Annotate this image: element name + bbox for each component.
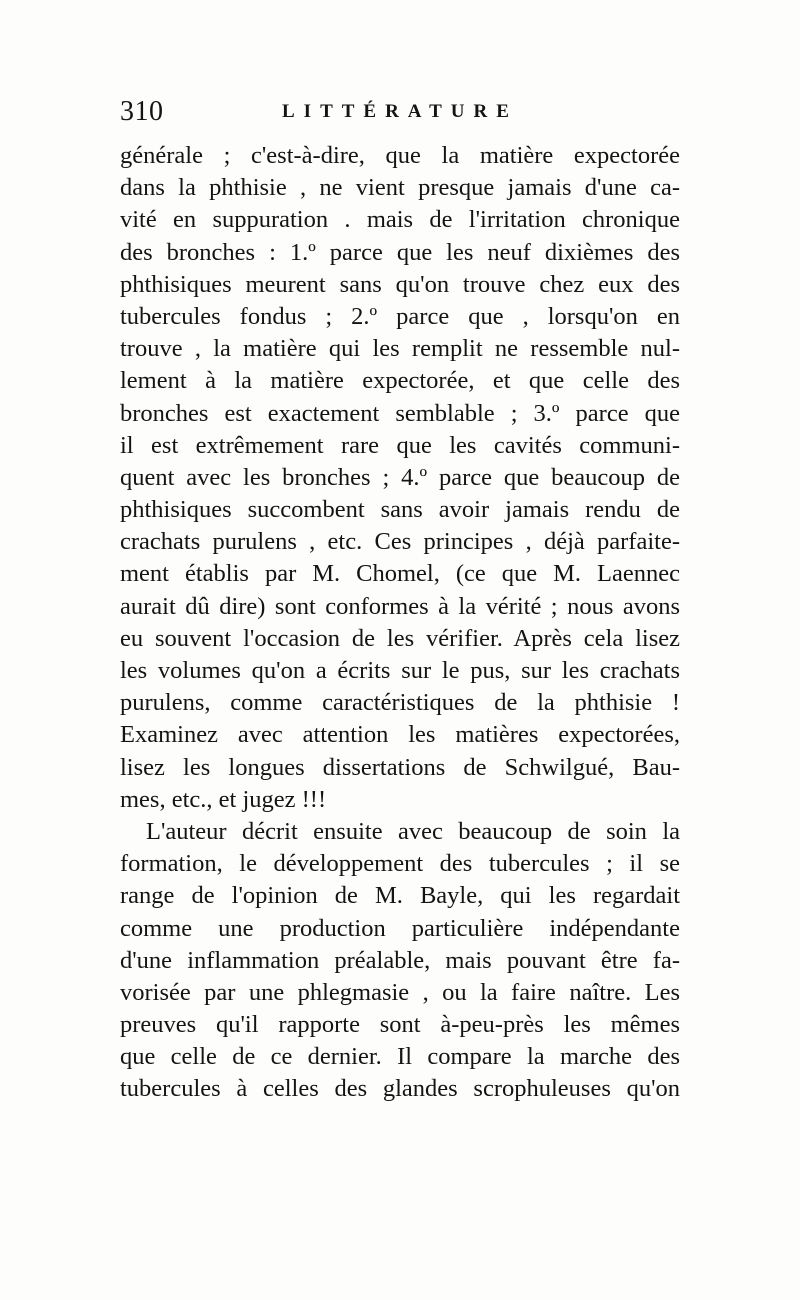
text-line: formation, le développement des tubercules ; il se bbox=[120, 850, 680, 878]
text-line: tubercules fondus ; 2.º parce que , lorsqu'on en bbox=[120, 302, 680, 330]
text-line: il est extrêmement rare que les cavités communi- bbox=[120, 431, 680, 459]
text-line: phthisiques succombent sans avoir jamais rendu de bbox=[120, 496, 680, 524]
text-line: ment établis par M. Chomel, (ce que M. Laennec bbox=[120, 560, 680, 588]
text-line: quent avec les bronches ; 4.º parce que beaucoup de bbox=[120, 463, 680, 491]
text-line: lisez les longues dissertations de Schwilgué, Bau- bbox=[120, 753, 680, 781]
text-line: comme une production particulière indépendante bbox=[120, 914, 680, 942]
text-line-paragraph-end: mes, etc., et jugez !!! bbox=[120, 785, 327, 813]
text-line: générale ; c'est-à-dire, que la matière expectorée bbox=[120, 142, 680, 169]
text-line: des bronches : 1.º parce que les neuf dixièmes des bbox=[120, 238, 680, 266]
text-line: que celle de ce dernier. Il compare la marche des bbox=[120, 1043, 680, 1071]
text-line: lement à la matière expectorée, et que celle des bbox=[120, 367, 680, 395]
running-head: LITTÉRATURE bbox=[282, 101, 518, 122]
text-line: tubercules à celles des glandes scrophuleuses qu'on bbox=[120, 1075, 680, 1103]
text-line: dans la phthisie , ne vient presque jamais d'une ca- bbox=[120, 174, 680, 202]
text-line: preuves qu'il rapporte sont à-peu-près les mêmes bbox=[120, 1011, 680, 1039]
text-line: Examinez avec attention les matières expectorées, bbox=[120, 721, 680, 749]
page-header bbox=[120, 92, 680, 132]
page-number: 310 bbox=[120, 96, 164, 127]
text-line: range de l'opinion de M. Bayle, qui les regardait bbox=[120, 882, 680, 910]
text-line: vité en suppuration . mais de l'irritation chronique bbox=[120, 206, 680, 234]
text-line: aurait dû dire) sont conformes à la vérité ; nous avons bbox=[120, 592, 680, 620]
text-line: phthisiques meurent sans qu'on trouve chez eux des bbox=[120, 270, 680, 298]
text-line: eu souvent l'occasion de les vérifier. Après cela lisez bbox=[120, 624, 680, 652]
text-line: les volumes qu'on a écrits sur le pus, sur les crachats bbox=[120, 657, 680, 684]
text-line: bronches est exactement semblable ; 3.º parce que bbox=[120, 399, 680, 427]
text-line: trouve , la matière qui les remplit ne ressemble nul- bbox=[120, 335, 680, 363]
text-line-paragraph-start: L'auteur décrit ensuite avec beaucoup de soin la bbox=[146, 817, 680, 845]
text-line: vorisée par une phlegmasie , ou la faire naître. Les bbox=[120, 978, 680, 1006]
text-line: crachats purulens , etc. Ces principes , déjà parfaite- bbox=[120, 528, 680, 556]
text-line: purulens, comme caractéristiques de la phthisie ! bbox=[120, 689, 680, 717]
body-text bbox=[120, 140, 680, 1106]
text-line: d'une inflammation préalable, mais pouvant être fa- bbox=[120, 946, 680, 974]
